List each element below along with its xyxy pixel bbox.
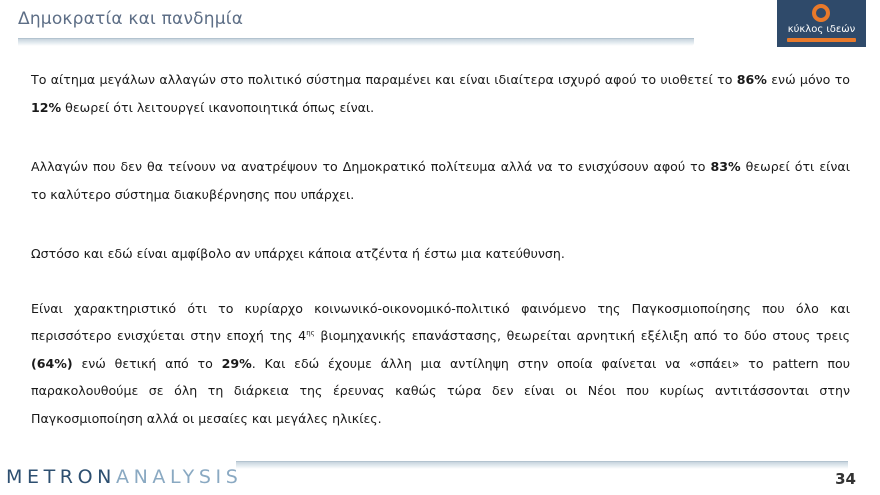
- p4-superscript: ης: [306, 328, 315, 337]
- footer-divider: [236, 461, 848, 469]
- p1-text-c: ενώ μόνο το: [766, 72, 850, 87]
- p1-text-a: Το αίτημα μεγάλων αλλαγών στο πολιτικό σύστημα παραμένει και είναι ιδιαίτερα ισχυρό αφού το υιοθετεί το: [31, 72, 737, 87]
- p1-stat-12: 12%: [31, 99, 62, 115]
- page-number: 34: [835, 470, 856, 488]
- header-divider: [18, 38, 694, 46]
- brand-light-text: ANALYSIS: [115, 466, 243, 488]
- slide-title: Δημοκρατία και πανδημία: [18, 9, 244, 29]
- p4-stat-64: (64%): [31, 355, 73, 371]
- p4-stat-29: 29%: [221, 355, 252, 371]
- orange-ring-icon: [812, 4, 830, 22]
- logo-underline: [787, 38, 856, 42]
- p1-text-d: θεωρεί ότι λειτουργεί ικανοποιητικά όπως είναι.: [61, 99, 375, 115]
- kyklos-ideon-logo: [777, 0, 866, 47]
- paragraph-4: [31, 295, 850, 433]
- p4-text-d: . Και εδώ έχουμε άλλη μια αντίληψη στην οποία φαίνεται να «σπάει» το pattern που παρακολουθούμε σε όλη τη διάρκεια της έρευνας καθώς τώρα δεν είναι οι Νέοι που κυρίως αντιτάσσονται στην Παγκοσμιοποίηση αλλά οι μεσαίες και μεγάλες ηλικίες.: [31, 355, 850, 426]
- logo-text: κύκλος ιδεών: [787, 24, 856, 35]
- p2-stat-83: 83%: [710, 159, 741, 174]
- p4-text-b: βιομηχανικής επανάστασης, θεωρείται αρνητική εξέλιξη από το δύο στους τρεις: [314, 328, 850, 343]
- brand-dark-text: METRON: [6, 466, 116, 488]
- p1-stat-86: 86%: [736, 72, 767, 87]
- p2-text-a: Αλλαγών που δεν θα τείνουν να ανατρέψουν το Δημοκρατικό πολίτευμα αλλά να το ενισχύσουν αφού το: [31, 159, 711, 174]
- p2-text-c: θεωρεί ότι είναι το καλύτερο σύστημα διακυβέρνησης που υπάρχει.: [31, 159, 850, 202]
- paragraph-1: [31, 66, 850, 121]
- metron-analysis-logo: [6, 466, 242, 488]
- paragraph-3: Ωστόσο και εδώ είναι αμφίβολο αν υπάρχει κάποια ατζέντα ή έστω μια κατεύθυνση.: [31, 246, 565, 261]
- paragraph-2: [31, 153, 850, 208]
- slide-body: [31, 66, 850, 464]
- p4-text-a: Είναι χαρακτηριστικό ότι το κυρίαρχο κοινωνικό-οικονομικό-πολιτικό φαινόμενο της Παγκοσμιοποίησης που όλο και περισσότερο ενισχύεται στην εποχή της 4: [31, 300, 850, 343]
- p4-text-c: ενώ θετική από το: [72, 355, 222, 371]
